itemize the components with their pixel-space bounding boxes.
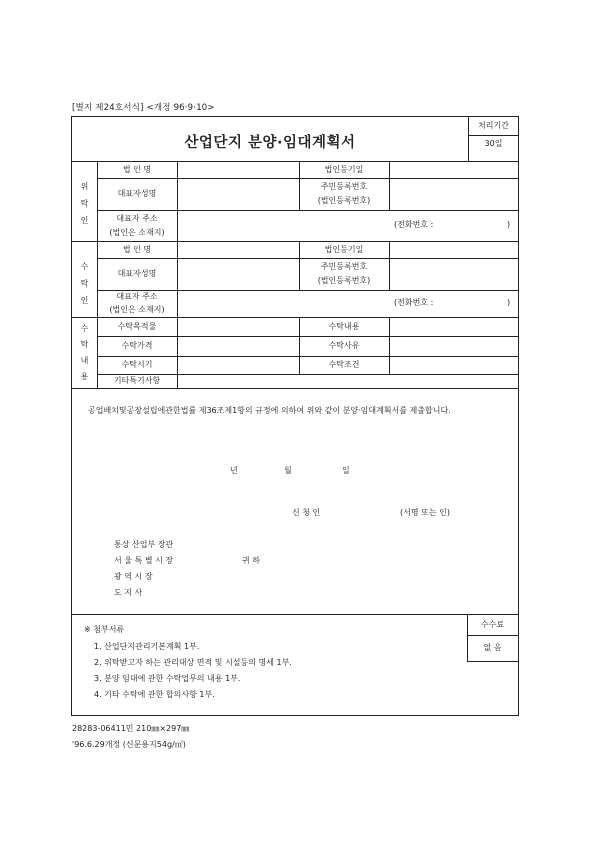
- fee-label: 수수료: [480, 620, 505, 629]
- trustee-side-label: 수 탁 인: [80, 262, 89, 305]
- entrust-rrn-sub-label: (법인등록번호): [317, 196, 371, 205]
- entrust-phone-label: (전화번호 :: [394, 220, 434, 229]
- date-day: 일: [342, 466, 350, 475]
- form-title: 산업단지 분양·임대계획서: [184, 135, 356, 151]
- application-form: [71, 116, 519, 716]
- contract-content-label: 수탁내용: [328, 322, 360, 331]
- contract-reason-label: 수탁사유: [328, 341, 360, 350]
- entrust-registration-label: 법인등기일: [324, 165, 364, 174]
- contract-price-label: 수탁가격: [121, 341, 153, 350]
- attachments-title: ※ 첨부서류: [84, 625, 125, 634]
- applicant-sign: (서명 또는 인): [400, 508, 450, 517]
- contract-condition-label: 수탁조건: [328, 360, 360, 369]
- trustee-rrn-sub-label: (법인등록번호): [317, 276, 371, 285]
- trustee-address-sub-label: (법인은 소재지): [109, 305, 165, 314]
- entrust-rrn-label: 주민등록번호: [320, 182, 368, 191]
- trustee-phone-close: ): [507, 298, 511, 307]
- recipient-governor: 도 지 사: [114, 588, 143, 597]
- date-month: 월: [284, 466, 292, 475]
- recipient-metro-mayor: 광 역 시 장: [114, 572, 153, 581]
- trustee-rep-label: 대표자성명: [117, 269, 157, 278]
- contract-purpose-label: 수탁목적물: [117, 322, 157, 331]
- honorific: 귀 하: [242, 556, 260, 565]
- trustee-registration-label: 법인등기일: [324, 245, 364, 254]
- attachment-item: 3. 분양 임대에 관한 수탁업무의 내용 1부.: [94, 674, 241, 683]
- entrust-side-label: 위 탁 인: [80, 182, 89, 225]
- entrust-name-label: 법 인 명: [122, 165, 152, 174]
- footer-revision: '96.6.29개정 (신문용지54g/㎡): [72, 740, 186, 749]
- trustee-name-label: 법 인 명: [122, 245, 152, 254]
- attachment-item: 4. 기타 수탁에 관한 합의사항 1부.: [94, 690, 215, 699]
- trustee-address-label: 대표자 주소: [116, 292, 158, 301]
- processing-period-value: 30일: [484, 139, 503, 148]
- statement-text: 공업배치및공장설립에관한법률 제36조제1항의 규정에 의하여 위와 같이 분양·임대계획서를 제출합니다.: [88, 406, 451, 415]
- trustee-rrn-label: 주민등록번호: [320, 262, 368, 271]
- form-reference: [별지 제24호서식] <개정 96·9·10>: [72, 103, 215, 113]
- entrust-phone-close: ): [507, 220, 511, 229]
- entrust-address-sub-label: (법인은 소재지): [109, 228, 165, 237]
- attachment-item: 1. 산업단지관리기본계획 1부.: [94, 642, 200, 651]
- entrust-address-label: 대표자 주소: [116, 214, 158, 223]
- trustee-phone-label: (전화번호 :: [394, 298, 434, 307]
- entrust-rep-label: 대표자성명: [117, 189, 157, 198]
- recipient-seoul-mayor: 서 울 특 별 시 장: [114, 556, 174, 565]
- fee-value: 없 음: [483, 643, 502, 652]
- recipient-minister: 통상 산업부 장관: [114, 540, 174, 549]
- attachment-item: 2. 위탁받고자 하는 관리대상 면적 및 시설등의 명세 1부.: [94, 658, 292, 667]
- footer-form-number: 28283-06411민 210㎜×297㎜: [72, 724, 190, 733]
- contract-period-label: 수탁시기: [121, 360, 153, 369]
- contract-other-label: 기타특기사항: [113, 376, 161, 385]
- date-year: 년: [230, 466, 238, 475]
- processing-period-label: 처리기간: [478, 121, 509, 130]
- applicant-label: 신 청 인: [292, 508, 321, 517]
- contract-side-label: 수 탁 내 용: [80, 324, 89, 381]
